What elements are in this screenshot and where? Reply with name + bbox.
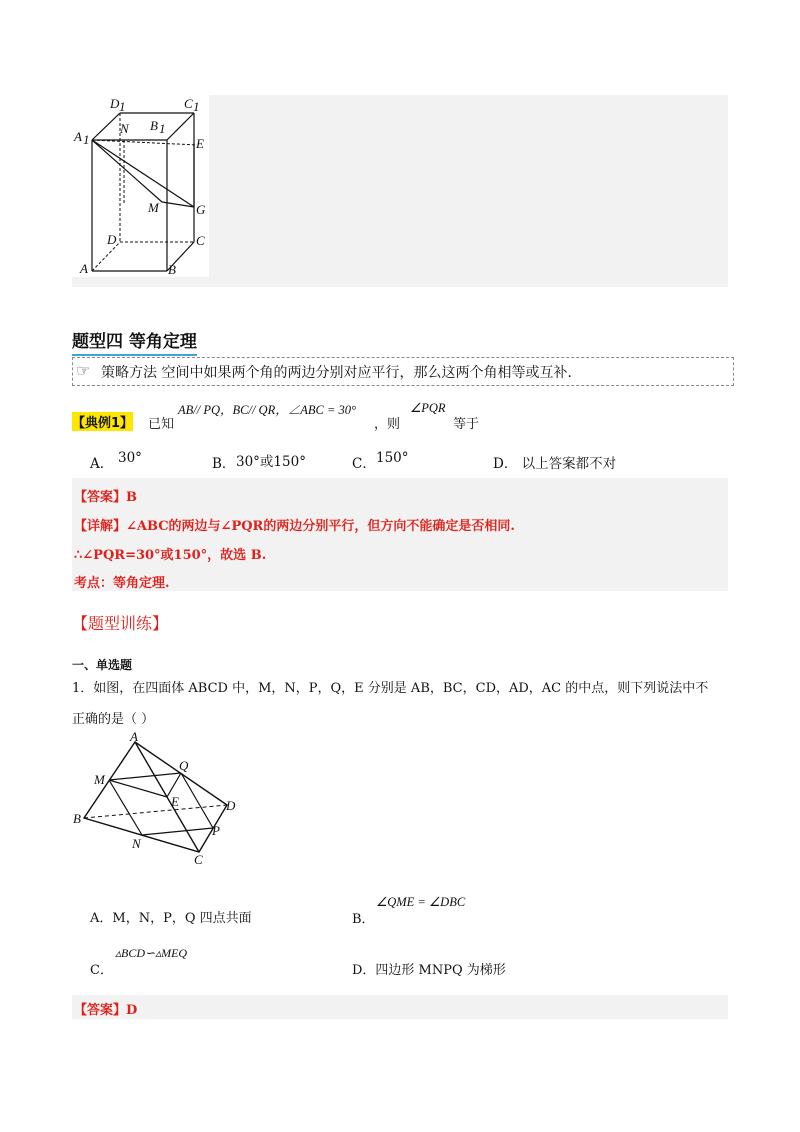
example-option-d: [493, 452, 693, 472]
option-a-text: 30°: [118, 450, 142, 466]
example-tag: 【典例1】: [72, 412, 133, 431]
label-M: M: [148, 200, 159, 215]
label-A: A: [80, 261, 88, 276]
question-option-b: [352, 894, 552, 926]
label-E: E: [196, 136, 204, 151]
label-N: N: [120, 121, 129, 136]
section-title: [72, 327, 197, 356]
tetrahedron-diagram: [72, 730, 242, 870]
example-mid: ，则: [374, 417, 401, 432]
question-option-d: D．四边形 MNPQ 为梯形: [352, 963, 506, 978]
tet-label-A: A: [130, 730, 138, 744]
section-title-text: 题型四 等角定理: [72, 332, 197, 352]
question-answer-text: 【答案】D: [74, 1003, 138, 1018]
option-b-letter: B．: [352, 912, 375, 927]
label-G: G: [196, 202, 206, 217]
tet-label-B: B: [73, 811, 81, 826]
label-C: C: [196, 233, 205, 248]
option-c-letter: C．: [352, 456, 376, 472]
training-title: 【题型训练】: [72, 614, 169, 633]
example-option-a: [90, 452, 220, 472]
option-b-text: 30°或150°: [236, 454, 306, 470]
example-suffix: 等于: [453, 417, 480, 432]
label-B1-sub: 1: [159, 121, 166, 136]
label-D: D: [107, 232, 117, 247]
tetrahedron-figure: [72, 730, 242, 870]
tet-label-Q: Q: [179, 758, 189, 773]
tet-label-N: N: [132, 836, 141, 851]
label-A1-sub: 1: [83, 132, 90, 147]
option-d-letter: D．: [493, 456, 518, 472]
option-c-letter: C．: [90, 963, 113, 978]
option-b-letter: B．: [212, 456, 236, 472]
label-B: B: [168, 262, 176, 277]
pointing-hand-icon: ☞: [76, 361, 91, 380]
tet-label-C: C: [194, 852, 203, 867]
tet-label-E: E: [171, 794, 179, 809]
example-condition: AB// PQ，BC// QR，∠ABC = 30°: [178, 403, 357, 417]
label-D1: D: [110, 96, 120, 111]
subsection-title: 一、单选题: [72, 658, 133, 672]
answer-text: 【答案】B: [74, 490, 137, 505]
label-B1: B: [150, 118, 158, 133]
example-option-c: [352, 452, 482, 472]
option-c-text: 150°: [376, 450, 409, 466]
tet-label-P: P: [212, 823, 220, 838]
question-option-a: A．M，N，P，Q 四点共面: [90, 911, 252, 926]
question-line-1: 1．如图，在四面体 ABCD 中，M，N，P，Q，E 分别是 AB，BC，CD，AD，AC 的中点，则下列说法中不: [72, 681, 709, 696]
question-answer-block: [72, 995, 728, 1019]
example-prefix: 已知: [148, 417, 175, 432]
tet-label-M: M: [94, 772, 105, 787]
question-option-c: [90, 946, 290, 978]
example-angle: ∠PQR: [410, 401, 446, 415]
option-b-math: ∠QME = ∠DBC: [376, 895, 466, 909]
label-A1: A: [74, 129, 82, 144]
detail-text: 【详解】∠ABC的两边与∠PQR的两边分别平行，但方向不能确定是否相同.: [74, 519, 515, 534]
conclusion-text: ∴∠PQR=30°或150°，故选 B.: [74, 548, 267, 563]
question-line-2: 正确的是（ ）: [72, 712, 155, 727]
keypoint-text: 考点：等角定理.: [74, 576, 170, 591]
option-c-math: ▵BCD∽▵MEQ: [115, 946, 188, 960]
label-C1-sub: 1: [193, 99, 200, 114]
strategy-text: 策略方法 空间中如果两个角的两边分别对应平行，那么这两个角相等或互补．: [101, 365, 582, 381]
label-C1: C: [184, 96, 193, 111]
strategy-box: [72, 357, 734, 386]
label-D1-sub: 1: [119, 99, 126, 114]
prism-diagram: [72, 95, 209, 277]
option-a-letter: A．: [90, 456, 114, 472]
option-d-text: 以上答案都不对: [521, 456, 617, 472]
example-line: [72, 400, 732, 434]
example-option-b: [212, 452, 342, 472]
answer-block: [72, 478, 728, 591]
prism-figure: [72, 95, 209, 277]
tet-label-D: D: [226, 798, 236, 813]
